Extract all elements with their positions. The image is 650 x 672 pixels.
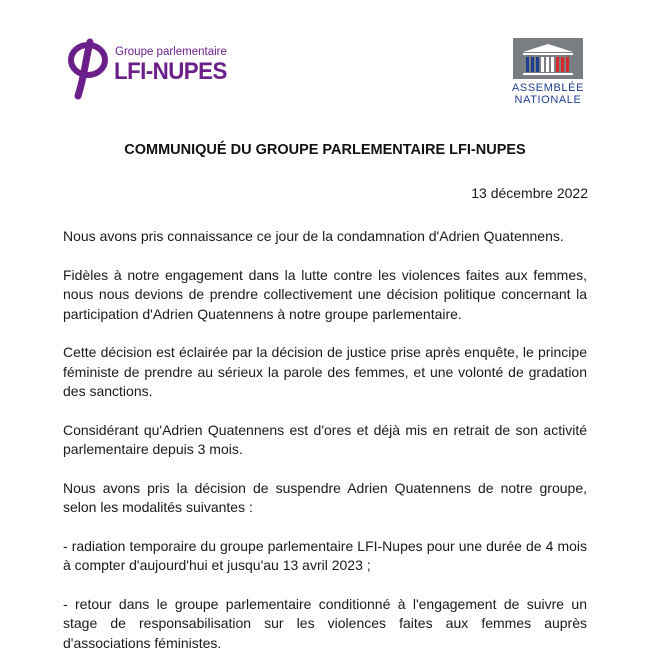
paragraph: Cette décision est éclairée par la décision de justice prise après enquête, le principe féministe de prendre au sérieux la parole des femmes, et une volonté de gradation des sanctions. bbox=[63, 344, 587, 399]
paragraph: Nous avons pris connaissance ce jour de la condamnation d'Adrien Quatennens. bbox=[63, 228, 564, 244]
hemicycle-icon bbox=[513, 38, 583, 79]
logo-line-2: NATIONALE bbox=[514, 94, 582, 106]
paragraph: Considérant qu'Adrien Quatennens est d'ores et déjà mis en retrait de son activité parlementaire depuis 3 mois. bbox=[63, 421, 587, 457]
document-date: 13 décembre 2022 bbox=[471, 185, 588, 201]
logo-line-1: ASSEMBLÉE bbox=[511, 82, 585, 94]
header bbox=[0, 0, 650, 120]
list-item: - retour dans le groupe parlementaire conditionné à l'engagement de suivre un stage de responsabilisation sur les violences faites aux femmes auprès d'associations féministes. bbox=[63, 595, 587, 651]
logo-name: LFI-NUPES bbox=[114, 58, 227, 85]
paragraph: Fidèles à notre engagement dans la lutte contre les violences faites aux femmes, nous nous devions de prendre collectivement une décision politique concernant la participation d'Adrien Quatennens à notre groupe parlementaire. bbox=[63, 266, 587, 322]
lfi-nupes-logo bbox=[66, 38, 226, 100]
list-item: - radiation temporaire du groupe parlementaire LFI-Nupes pour une durée de 4 mois à compter d'aujourd'hui et jusqu'au 13 avril 2023 ; bbox=[63, 537, 587, 573]
communique-body bbox=[63, 227, 587, 672]
assemblee-nationale-logo bbox=[506, 38, 590, 108]
page-title: COMMUNIQUÉ DU GROUPE PARLEMENTAIRE LFI-NUPES bbox=[124, 142, 526, 158]
logo-subtitle: Groupe parlementaire bbox=[115, 46, 227, 58]
phi-logo-icon bbox=[66, 38, 112, 100]
paragraph: Nous avons pris la décision de suspendre Adrien Quatennens de notre groupe, selon les modalités suivantes : bbox=[63, 479, 587, 515]
